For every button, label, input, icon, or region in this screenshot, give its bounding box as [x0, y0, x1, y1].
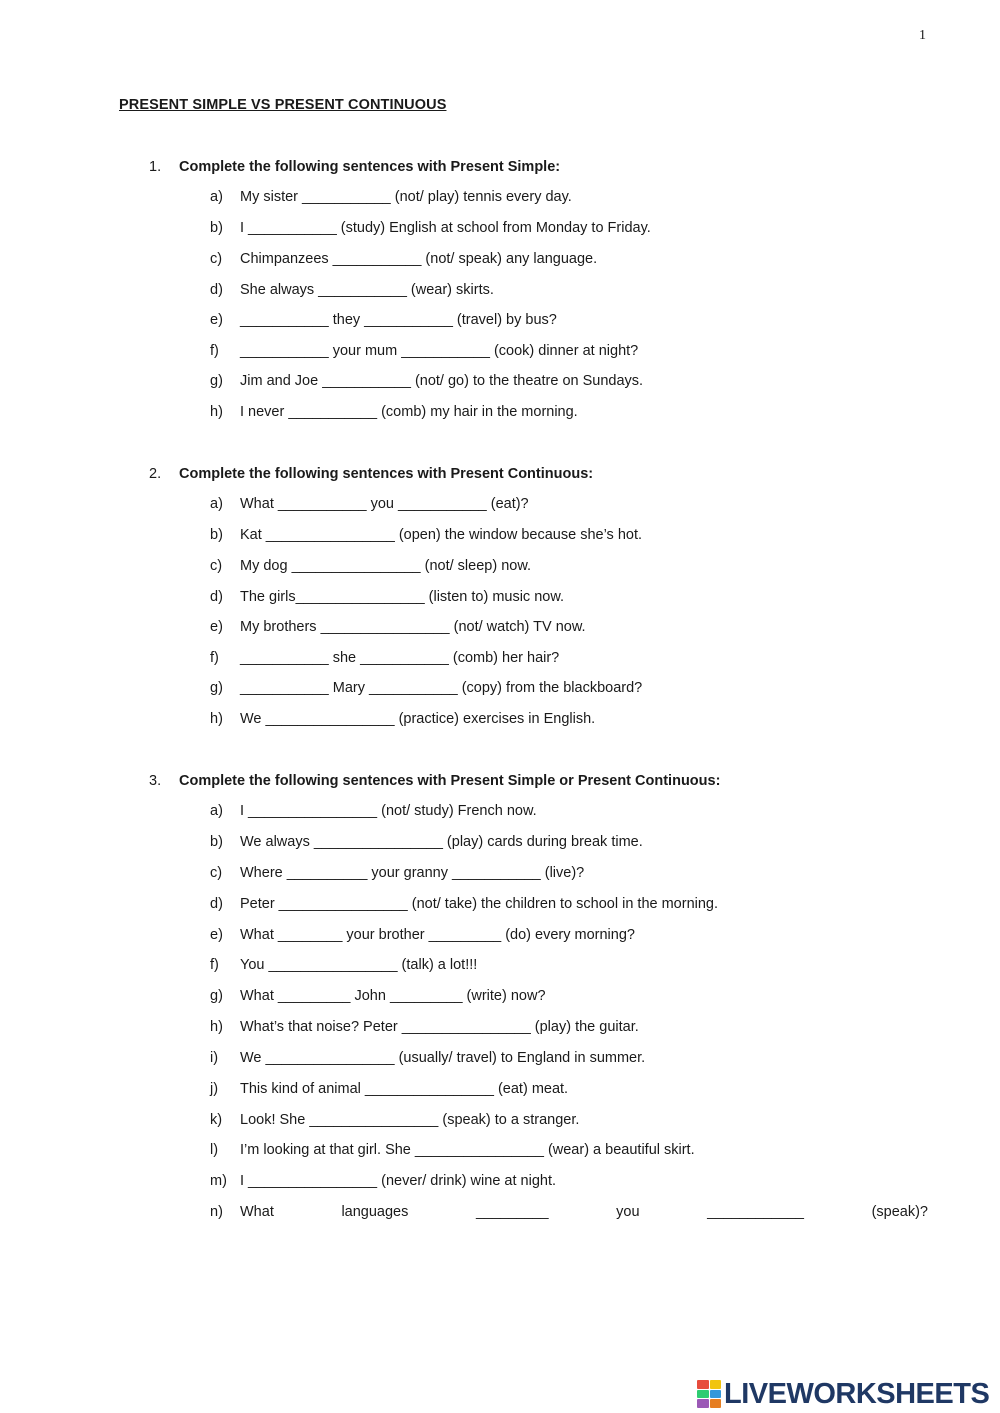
item-letter: g)	[210, 373, 223, 389]
item-letter: h)	[210, 711, 223, 727]
item-letter: c)	[210, 865, 223, 881]
item-text: Chimpanzees ___________ (not/ speak) any language.	[240, 251, 598, 267]
item-letter: d)	[210, 589, 223, 605]
item-text: I ________________ (not/ study) French now.	[240, 803, 537, 819]
item-text: The girls________________ (listen to) music now.	[240, 589, 565, 605]
item-letter: a)	[210, 496, 223, 512]
item-text: ___________ they ___________ (travel) by bus?	[240, 312, 557, 328]
logo-block	[697, 1390, 709, 1399]
item-letter: d)	[210, 896, 223, 912]
item-text: ___________ she ___________ (comb) her hair?	[240, 650, 560, 666]
item-text: What _________ John _________ (write) now?	[240, 988, 546, 1004]
item-letter: h)	[210, 404, 223, 420]
exercise-number: 2.	[149, 466, 162, 482]
logo-block	[710, 1390, 722, 1399]
item-text: Kat ________________ (open) the window because she’s hot.	[240, 527, 643, 543]
item-text: My brothers ________________ (not/ watch) TV now.	[240, 619, 586, 635]
item-blank: ____________	[707, 1204, 804, 1220]
item-letter: a)	[210, 803, 223, 819]
item-letter: j)	[210, 1081, 219, 1097]
item-letter: d)	[210, 282, 223, 298]
item-word: languages	[341, 1204, 409, 1220]
logo-block	[710, 1399, 722, 1408]
item-letter: b)	[210, 220, 223, 236]
page-number: 1	[919, 28, 926, 43]
item-text: My dog ________________ (not/ sleep) now.	[240, 558, 532, 574]
item-word: you	[616, 1204, 640, 1220]
logo-block	[710, 1380, 722, 1389]
item-text: She always ___________ (wear) skirts.	[240, 282, 494, 298]
item-letter: e)	[210, 927, 223, 943]
item-text: Where __________ your granny ___________ (live)?	[240, 865, 585, 881]
item-letter: b)	[210, 527, 223, 543]
logo-block	[697, 1380, 709, 1389]
exercise-instruction: Complete the following sentences with Present Simple:	[179, 159, 561, 175]
item-letter: f)	[210, 957, 219, 973]
item-letter: g)	[210, 988, 223, 1004]
item-text: Look! She ________________ (speak) to a stranger.	[240, 1112, 580, 1128]
logo-block	[697, 1399, 709, 1408]
item-letter: c)	[210, 251, 223, 267]
item-letter: k)	[210, 1112, 223, 1128]
item-text: I ___________ (study) English at school from Monday to Friday.	[240, 220, 651, 236]
item-letter: e)	[210, 619, 223, 635]
item-letter: g)	[210, 680, 223, 696]
item-text: This kind of animal ________________ (eat) meat.	[240, 1081, 569, 1097]
item-text: What’s that noise? Peter ________________ (play) the guitar.	[240, 1019, 639, 1035]
item-letter: i)	[210, 1050, 219, 1066]
item-text: My sister ___________ (not/ play) tennis every day.	[240, 189, 572, 205]
item-letter: m)	[210, 1173, 227, 1189]
item-text: We always ________________ (play) cards during break time.	[240, 834, 643, 850]
item-text: Peter ________________ (not/ take) the children to school in the morning.	[240, 896, 719, 912]
exercise-number: 1.	[149, 159, 162, 175]
item-text: You ________________ (talk) a lot!!!	[240, 957, 478, 973]
page-title: PRESENT SIMPLE VS PRESENT CONTINUOUS	[119, 97, 447, 113]
item-word: What	[240, 1204, 274, 1220]
item-letter: n)	[210, 1204, 223, 1220]
item-text: ___________ Mary ___________ (copy) from the blackboard?	[240, 680, 643, 696]
liveworksheets-logo[interactable]	[697, 1377, 989, 1411]
item-letter: l)	[210, 1142, 219, 1158]
item-text	[240, 1204, 928, 1220]
logo-text: LIVEWORKSHEETS	[724, 1377, 990, 1410]
exercise-number: 3.	[149, 773, 162, 789]
item-text: What ________ your brother _________ (do) every morning?	[240, 927, 635, 943]
item-letter: c)	[210, 558, 223, 574]
item-word: (speak)?	[871, 1204, 928, 1220]
exercise-instruction: Complete the following sentences with Present Simple or Present Continuous:	[179, 773, 721, 789]
item-letter: a)	[210, 189, 223, 205]
item-text: I ________________ (never/ drink) wine at night.	[240, 1173, 556, 1189]
item-blank: _________	[475, 1204, 549, 1220]
item-letter: e)	[210, 312, 223, 328]
logo-blocks-icon	[697, 1380, 721, 1408]
item-text: I never ___________ (comb) my hair in the morning.	[240, 404, 578, 420]
item-text: We ________________ (usually/ travel) to England in summer.	[240, 1050, 646, 1066]
item-text: We ________________ (practice) exercises in English.	[240, 711, 596, 727]
item-letter: h)	[210, 1019, 223, 1035]
item-text: What ___________ you ___________ (eat)?	[240, 496, 529, 512]
exercise-instruction: Complete the following sentences with Present Continuous:	[179, 466, 594, 482]
item-text: Jim and Joe ___________ (not/ go) to the theatre on Sundays.	[240, 373, 644, 389]
item-letter: f)	[210, 343, 219, 359]
item-text: ___________ your mum ___________ (cook) dinner at night?	[240, 343, 639, 359]
list-item[interactable]	[0, 1204, 1000, 1226]
item-letter: f)	[210, 650, 219, 666]
item-text: I’m looking at that girl. She ________________ (wear) a beautiful skirt.	[240, 1142, 695, 1158]
item-letter: b)	[210, 834, 223, 850]
